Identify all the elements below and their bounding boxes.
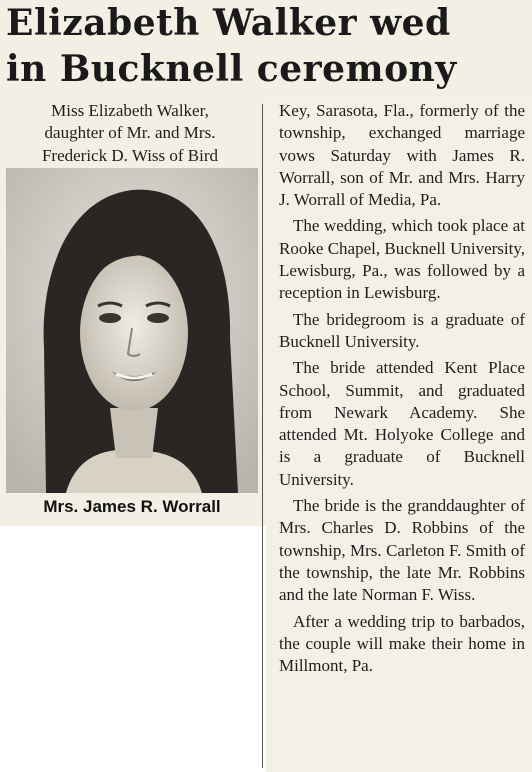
left-line-1: Miss Elizabeth Walker, [51,101,209,120]
paragraph-2: The wedding, which took place at Rooke Chapel, Bucknell University, Lewisburg, Pa., was followed by a reception in Lewisburg. [279,216,525,303]
paragraph-5: The bride is the granddaughter of Mrs. Charles D. Robbins of the township, Mrs. Carleton F. Smith of the township, the late Mr. Robbins and the late Norman F. Wiss. [279,496,525,605]
left-line-3: Frederick D. Wiss of Bird [41,145,219,165]
paragraph-4: The bride attended Kent Place School, Summit, and graduated from Newark Academy. She attended Mt. Holyoke College and is a graduate of Bucknell University. [279,358,525,489]
headline-line-1: Elizabeth Walker wed [6,2,451,44]
portrait-image [6,168,258,493]
headline-line-2: in Bucknell ceremony [6,48,457,90]
paragraph-3: The bridegroom is a graduate of Bucknell University. [279,309,525,351]
bride-photo [6,168,258,493]
left-line-2: daughter of Mr. and Mrs. [44,123,216,143]
right-column [279,100,525,681]
column-divider [262,104,263,768]
photo-caption: Mrs. James R. Worrall [43,497,221,516]
paragraph-1: Key, Sarasota, Fla., formerly of the township, exchanged marriage vows Saturday with James R. Worrall, son of Mr. and Mrs. Harry J. Worrall of Media, Pa. [279,101,525,210]
left-column [6,100,254,171]
headline [6,0,526,92]
paragraph-6: After a wedding trip to barbados, the couple will make their home in Millmont, Pa. [279,611,525,676]
